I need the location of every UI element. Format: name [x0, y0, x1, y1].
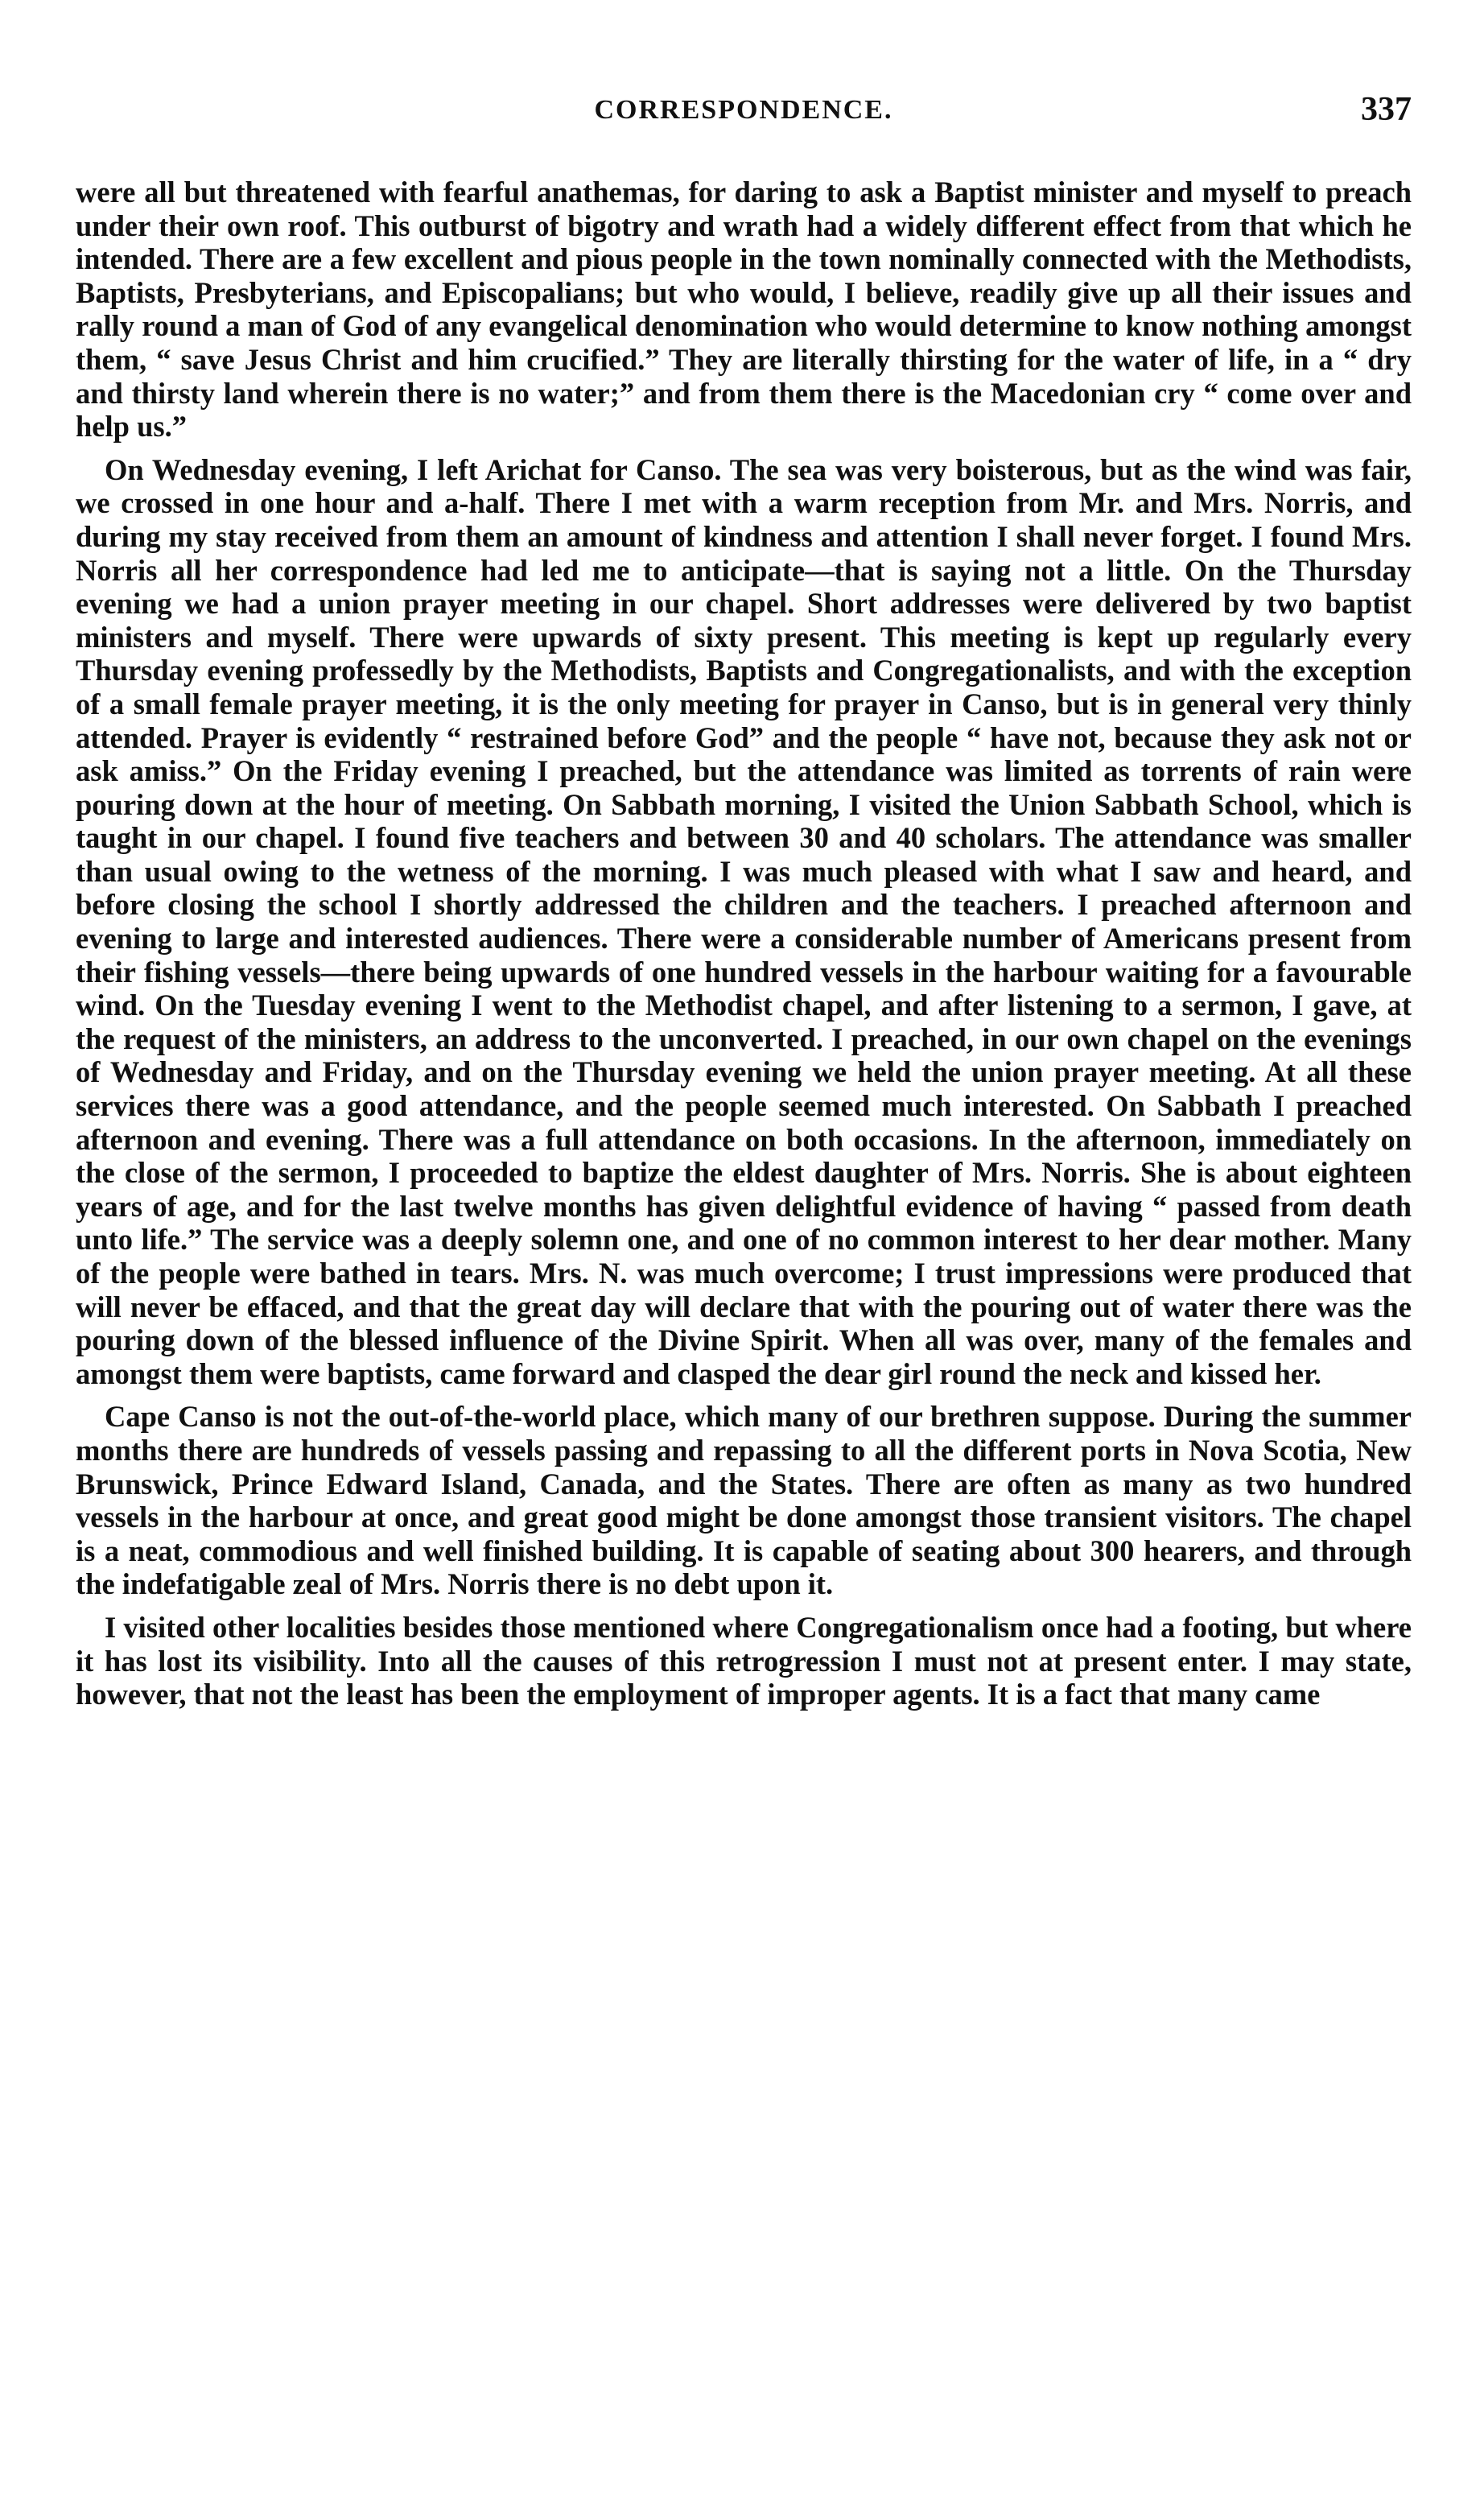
- paragraph-arichat-to-canso: On Wednesday evening, I left Arichat for Canso. The sea was very boisterous, but as the wind was fair, we crossed in one hour and a-half. There I met with a warm reception from Mr. and Mrs. Norris, and during my stay received from them an amount of kindness and attention I shall never forget. I found Mrs. Norris all her correspondence had led me to anticipate—that is saying not a little. On the Thursday evening we had a union prayer meeting in our chapel. Short addresses were delivered by two baptist ministers and myself. There were upwards of sixty present. This meeting is kept up regularly every Thursday evening professedly by the Methodists, Baptists and Congregationalists, and with the exception of a small female prayer meeting, it is the only meeting for prayer in Canso, but is in general very thinly attended. Prayer is evidently “ restrained before God” and the people “ have not, because they ask not or ask amiss.” On the Friday evening I preached, but the attendance was limited as torrents of rain were pouring down at the hour of meeting. On Sabbath morning, I visited the Union Sabbath School, which is taught in our chapel. I found five teachers and between 30 and 40 scholars. The attendance was smaller than usual owing to the wetness of the morning. I was much pleased with what I saw and heard, and before closing the school I shortly addressed the children and the teachers. I preached afternoon and evening to large and interested audiences. There were a considerable number of Americans present from their fishing vessels—there being upwards of one hundred vessels in the harbour waiting for a favourable wind. On the Tuesday evening I went to the Methodist chapel, and after listening to a sermon, I gave, at the request of the ministers, an address to the unconverted. I preached, in our own chapel on the evenings of Wednesday and Friday, and on the Thursday evening we held the union prayer meeting. At all these services there was a good attendance, and the people seemed much interested. On Sabbath I preached afternoon and evening. There was a full attendance on both occasions. In the afternoon, immediately on the close of the sermon, I proceeded to baptize the eldest daughter of Mrs. Norris. She is about eighteen years of age, and for the last twelve months has given delightful evidence of having “ passed from death unto life.” The service was a deeply solemn one, and one of no common interest to her dear mother. Many of the people were bathed in tears. Mrs. N. was much overcome; I trust impressions were produced that will never be effaced, and that the great day will declare that with the pouring out of water there was the pouring down of the blessed influence of the Divine Spirit. When all was over, many of the females and amongst them were baptists, came forward and clasped the dear girl round the neck and kissed her.: [76, 452, 1412, 1390]
- page-number: 337: [1361, 91, 1412, 128]
- running-head: [76, 91, 1412, 151]
- body-text: [76, 175, 1412, 1711]
- paragraph-continuation: were all but threatened with fearful anathemas, for daring to ask a Baptist minister and myself to preach under their own roof. This outburst of bigotry and wrath had a widely different effect from that which he intended. There are a few excellent and pious people in the town nominally connected with the Methodists, Baptists, Presbyterians, and Episcopalians; but who would, I believe, readily give up all their issues and rally round a man of God of any evangelical denomination who would determine to know nothing amongst them, “ save Jesus Christ and him crucified.” They are literally thirsting for the water of life, in a “ dry and thirsty land wherein there is no water;” and from them there is the Macedonian cry “ come over and help us.”: [76, 175, 1412, 444]
- running-head-title: CORRESPONDENCE.: [594, 95, 893, 125]
- page: [76, 91, 1412, 1721]
- paragraph-other-localities: I visited other localities besides those mentioned where Congregationalism once had a footing, but where it has lost its visibility. Into all the causes of this retrogression I must not at present enter. I may state, however, that not the least has been the employment of improper agents. It is a fact that many came: [76, 1610, 1412, 1711]
- paragraph-cape-canso: Cape Canso is not the out-of-the-world place, which many of our brethren suppose. During the summer months there are hundreds of vessels passing and repassing to all the different ports in Nova Scotia, New Brunswick, Prince Edward Island, Canada, and the States. There are often as many as two hundred vessels in the harbour at once, and great good might be done amongst those transient visitors. The chapel is a neat, commodious and well finished building. It is capable of seating about 300 hearers, and through the indefatigable zeal of Mrs. Norris there is no debt upon it.: [76, 1400, 1412, 1601]
